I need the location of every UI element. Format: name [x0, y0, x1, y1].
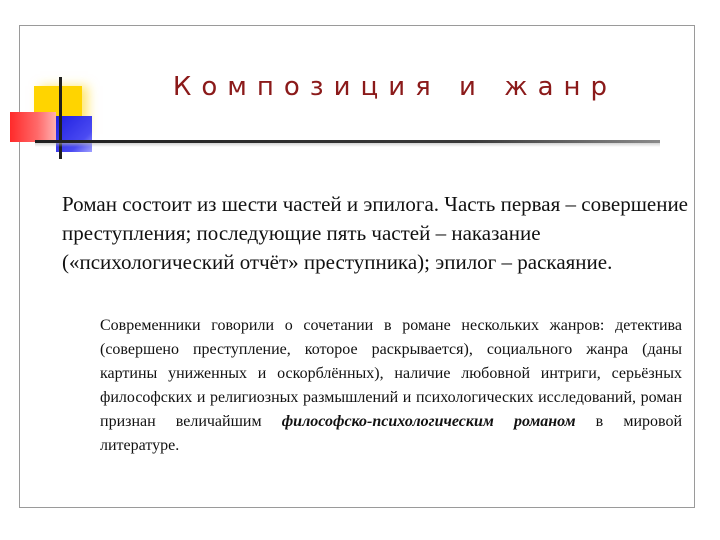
red-bar-decoration [10, 112, 56, 142]
sub-paragraph-text-start: Современники говорили о сочетании в романе нескольких жанров: детектива (совершено преступление, которое раскрывается), социального жанра (даны картины униженных и оскорблённых), наличие любовной интриги, серьёзных философских и религиозных размышлений и психологических исследований, роман признан величайшим [100, 317, 682, 430]
emphasized-genre: философско-психологическим романом [281, 413, 576, 430]
sub-paragraph-text-end: в мировой литературе. [100, 413, 683, 454]
sub-paragraph [100, 314, 682, 458]
title-underline-shadow [35, 143, 660, 147]
main-paragraph: Роман состоит из шести частей и эпилога. Часть первая – совершение преступления; последующие пять частей – наказание («психологический отчёт» преступника); эпилог – раскаяние. [62, 192, 689, 274]
slide-title: Композиция и жанр [172, 72, 618, 102]
